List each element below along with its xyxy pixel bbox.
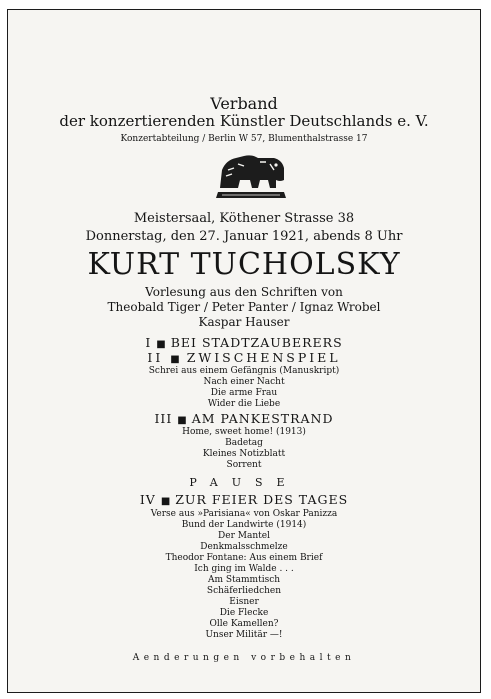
address-line: Konzertabteilung / Berlin W 57, Blumenthalstrasse 17 <box>120 134 368 144</box>
section-1-title: BEI STADTZAUBERERS <box>170 335 343 350</box>
section-4-title: ZUR FEIER DES TAGES <box>175 492 349 507</box>
program-item: Am Stammtisch <box>207 575 281 585</box>
venue-line: Meistersaal, Köthener Strasse 38 <box>133 211 355 226</box>
date-time-line: Donnerstag, den 27. Januar 1921, abends 8 Uhr <box>85 229 403 244</box>
section-1-numeral: I <box>145 335 152 350</box>
program-item: Die Flecke <box>219 608 269 618</box>
program-item: Sorrent <box>226 460 262 470</box>
program-item: Theodor Fontane: Aus einem Brief <box>165 553 323 563</box>
section-1-heading <box>8 337 480 350</box>
program-item: Eisner <box>229 597 259 607</box>
program-item: Home, sweet home! (1913) <box>182 427 306 437</box>
lion-emblem-icon <box>214 148 288 204</box>
program-item: Wider die Liebe <box>207 399 281 409</box>
program-item: Nach einer Nacht <box>203 377 285 387</box>
section-2-numeral: II <box>147 350 164 365</box>
program-item: Unser Militär —! <box>205 630 283 640</box>
section-2-title: ZWISCHENSPIEL <box>186 350 341 365</box>
subtitle-line-3: Kaspar Hauser <box>198 315 290 329</box>
footer-notice: Aenderungen vorbehalten <box>132 653 356 663</box>
section-4-heading <box>8 494 480 507</box>
section-separator: ■ <box>177 415 187 426</box>
program-item: Schäferliedchen <box>206 586 282 596</box>
program-item: Denkmalsschmelze <box>200 542 288 552</box>
pause-label: PAUSE <box>189 476 299 489</box>
program-item: Die arme Frau <box>210 388 278 398</box>
program-item: Olle Kamellen? <box>209 619 279 629</box>
page-title: KURT TUCHOLSKY <box>87 247 401 282</box>
program-item: Bund der Landwirte (1914) <box>181 520 307 530</box>
section-4-numeral: IV <box>139 492 156 507</box>
program-item: Kleines Notizblatt <box>202 449 286 459</box>
section-separator: ■ <box>156 339 166 350</box>
section-separator: ■ <box>170 354 180 365</box>
subtitle-line-2: Theobald Tiger / Peter Panter / Ignaz Wrobel <box>107 300 381 314</box>
program-item: Der Mantel <box>218 531 270 541</box>
program-item: Verse aus »Parisiana« von Oskar Panizza <box>150 509 338 519</box>
section-separator: ■ <box>160 496 171 507</box>
program-item: Badetag <box>225 438 263 448</box>
organization-line: der konzertierenden Künstler Deutschlands e. V. <box>59 112 429 130</box>
section-3-title: AM PANKESTRAND <box>191 411 334 426</box>
program-item: Ich ging im Walde . . . <box>194 564 294 574</box>
subtitle-line-1: Vorlesung aus den Schriften von <box>145 285 343 299</box>
section-3-heading <box>8 413 480 426</box>
concert-program-page <box>7 9 481 693</box>
section-2-heading <box>8 352 480 365</box>
section-3-numeral: III <box>154 411 173 426</box>
verband-heading: Verband <box>210 94 278 113</box>
program-item: Schrei aus einem Gefängnis (Manuskript) <box>148 366 340 376</box>
